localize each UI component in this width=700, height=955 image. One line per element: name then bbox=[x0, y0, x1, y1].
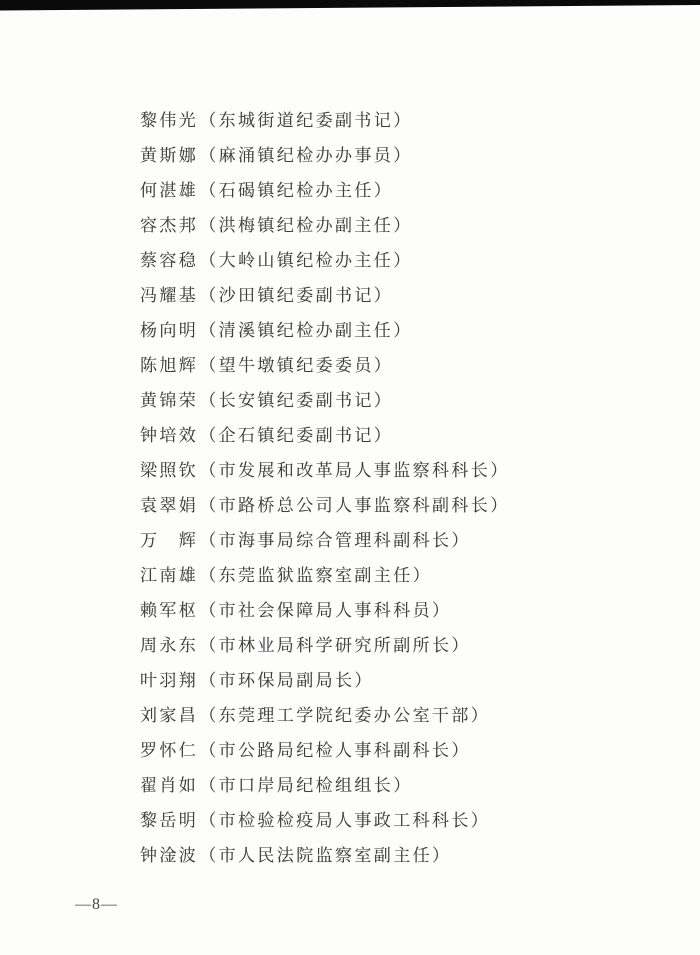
person-title: （东莞监狱监察室副主任） bbox=[199, 566, 433, 585]
list-item bbox=[140, 278, 510, 313]
person-name: 何湛雄 bbox=[140, 181, 199, 200]
person-title: （市公路局纪检人事科副科长） bbox=[199, 741, 471, 760]
person-name: 袁翠娟 bbox=[140, 496, 199, 515]
person-title: （市林业局科学研究所副所长） bbox=[199, 636, 471, 655]
list-item bbox=[140, 698, 510, 733]
person-name: 黎伟光 bbox=[140, 111, 199, 130]
list-item bbox=[140, 173, 510, 208]
person-title: （东城街道纪委副书记） bbox=[199, 111, 413, 130]
list-item bbox=[140, 383, 510, 418]
person-title: （沙田镇纪委副书记） bbox=[199, 286, 394, 305]
person-name: 罗怀仁 bbox=[140, 741, 199, 760]
page-number: —8— bbox=[75, 896, 118, 913]
person-name: 黄锦荣 bbox=[140, 391, 199, 410]
person-name: 周永东 bbox=[140, 636, 199, 655]
person-name: 杨向明 bbox=[140, 321, 199, 340]
person-title: （市人民法院监察室副主任） bbox=[199, 846, 452, 865]
list-item bbox=[140, 138, 510, 173]
person-name: 容杰邦 bbox=[140, 216, 199, 235]
person-title: （企石镇纪委副书记） bbox=[199, 426, 394, 445]
person-name: 刘家昌 bbox=[140, 706, 199, 725]
list-item bbox=[140, 593, 510, 628]
person-title: （市环保局副局长） bbox=[199, 671, 374, 690]
list-item bbox=[140, 523, 510, 558]
person-title: （市路桥总公司人事监察科副科长） bbox=[199, 496, 510, 515]
person-title: （洪梅镇纪检办副主任） bbox=[199, 216, 413, 235]
list-item bbox=[140, 453, 510, 488]
list-item bbox=[140, 243, 510, 278]
person-title: （市发展和改革局人事监察科科长） bbox=[199, 461, 510, 480]
list-item bbox=[140, 663, 510, 698]
list-item bbox=[140, 768, 510, 803]
person-name: 钟淦波 bbox=[140, 846, 199, 865]
person-name: 赖军枢 bbox=[140, 601, 199, 620]
scan-edge-artifact bbox=[0, 0, 700, 12]
person-title: （市检验检疫局人事政工科科长） bbox=[199, 811, 491, 830]
list-item bbox=[140, 103, 510, 138]
list-item bbox=[140, 803, 510, 838]
list-item bbox=[140, 628, 510, 663]
person-name: 黎岳明 bbox=[140, 811, 199, 830]
person-title: （清溪镇纪检办副主任） bbox=[199, 321, 413, 340]
person-title: （望牛墩镇纪委委员） bbox=[199, 356, 394, 375]
person-name: 万 辉 bbox=[140, 531, 199, 550]
personnel-list bbox=[140, 103, 510, 873]
list-item bbox=[140, 313, 510, 348]
list-item bbox=[140, 733, 510, 768]
person-title: （市社会保障局人事科科员） bbox=[199, 601, 452, 620]
person-name: 蔡容稳 bbox=[140, 251, 199, 270]
person-name: 梁照钦 bbox=[140, 461, 199, 480]
person-name: 江南雄 bbox=[140, 566, 199, 585]
list-item bbox=[140, 418, 510, 453]
person-title: （麻涌镇纪检办办事员） bbox=[199, 146, 413, 165]
person-name: 钟培效 bbox=[140, 426, 199, 445]
person-name: 翟肖如 bbox=[140, 776, 199, 795]
person-title: （市口岸局纪检组组长） bbox=[199, 776, 413, 795]
person-title: （长安镇纪委副书记） bbox=[199, 391, 394, 410]
person-name: 黄斯娜 bbox=[140, 146, 199, 165]
list-item bbox=[140, 488, 510, 523]
person-title: （市海事局综合管理科副科长） bbox=[199, 531, 471, 550]
person-title: （石碣镇纪检办主任） bbox=[199, 181, 394, 200]
person-name: 叶羽翔 bbox=[140, 671, 199, 690]
person-title: （大岭山镇纪检办主任） bbox=[199, 251, 413, 270]
person-name: 冯耀基 bbox=[140, 286, 199, 305]
list-item bbox=[140, 558, 510, 593]
list-item bbox=[140, 838, 510, 873]
list-item bbox=[140, 348, 510, 383]
person-title: （东莞理工学院纪委办公室干部） bbox=[199, 706, 491, 725]
person-name: 陈旭辉 bbox=[140, 356, 199, 375]
list-item bbox=[140, 208, 510, 243]
